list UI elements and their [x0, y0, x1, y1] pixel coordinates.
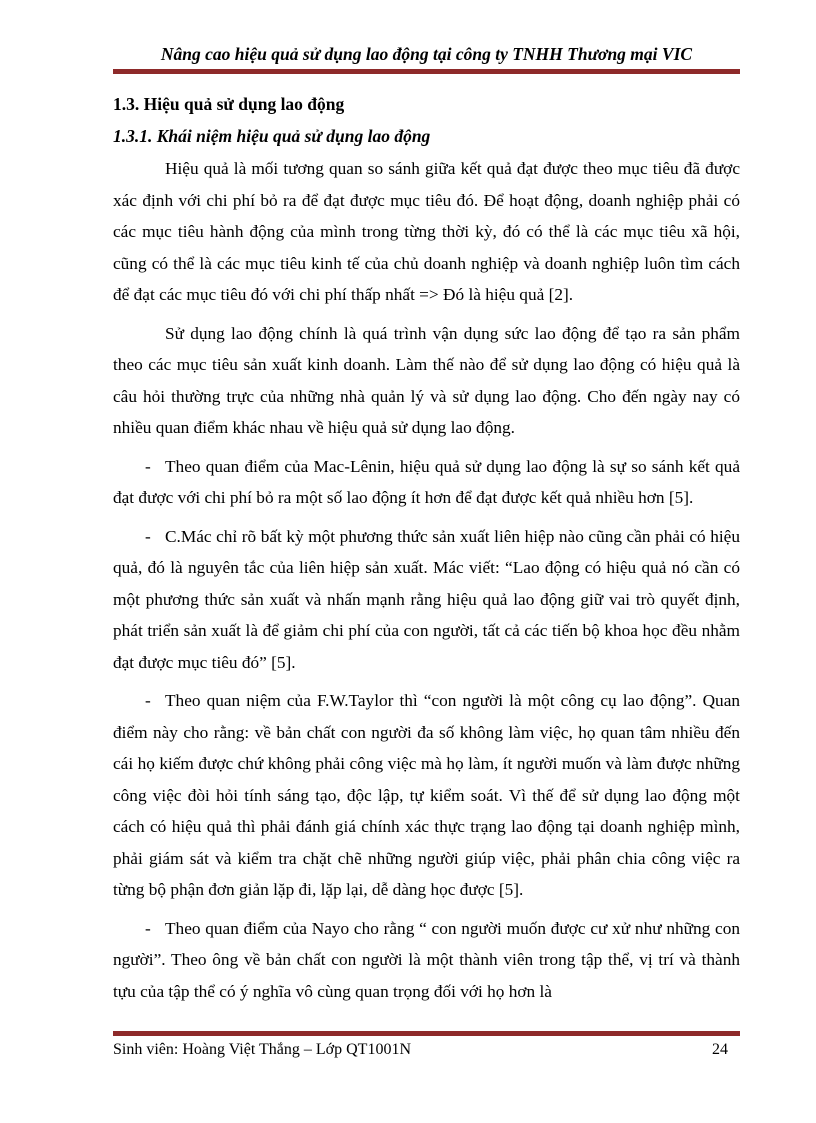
bullet-dash: - [145, 526, 151, 546]
subsection-heading: 1.3.1. Khái niệm hiệu quả sử dụng lao động [113, 126, 431, 146]
bullet-dash: - [145, 691, 151, 710]
bullet-item-4 [113, 913, 740, 1008]
bullet-item-3 [113, 685, 740, 906]
header-divider [113, 69, 740, 74]
footer-divider [113, 1031, 740, 1036]
bullet-text: C.Mác chỉ rõ bất kỳ một phương thức sản xuất liên hiệp nào cũng cần phải có hiệu quả, đó là nguyên tắc của liên hiệp sản xuất. Mác viết: “Lao động có hiệu quả nó cần có một phương thức sản xuất và nhấn mạnh rằng hiệu quả lao động giữ vai trò quyết định, phát triển sản xuất là để giảm chi phí của con người, tất cả các tiến bộ khoa học đều nhằm đạt được mục tiêu đó” [5]. [113, 526, 740, 672]
bullet-text: Theo quan niệm của F.W.Taylor thì “con người là một công cụ lao động”. Quan điểm này cho rằng: về bản chất con người đa số không làm việc, họ quan tâm nhiều đến cái họ kiếm được chứ không phải công việc mà họ làm, ít người muốn và làm được những công việc đòi hỏi tính sáng tạo, độc lập, tự kiểm soát. Vì thế để sử dụng lao động một cách có hiệu quả thì phải đánh giá chính xác thực trạng lao động tại doanh nghiệp mình, phải giám sát và kiểm tra chặt chẽ những người giúp việc, phải phân chia công việc ra từng bộ phận đơn giản lặp đi, lặp lại, dễ dàng học được [5]. [113, 691, 740, 899]
bullet-item-2 [113, 521, 740, 679]
paragraph-2: Sử dụng lao động chính là quá trình vận dụng sức lao động để tạo ra sản phẩm theo các mục tiêu sản xuất kinh doanh. Làm thế nào để sử dụng lao động có hiệu quả là câu hỏi thường trực của những nhà quản lý và sử dụng lao động. Cho đến ngày nay có nhiều quan điểm khác nhau về hiệu quả sử dụng lao động. [113, 323, 740, 437]
bullet-dash: - [145, 456, 151, 476]
page-header-title: Nâng cao hiệu quả sử dụng lao động tại công ty TNHH Thương mại VIC [160, 44, 693, 64]
section-heading: 1.3. Hiệu quả sử dụng lao động [113, 94, 345, 114]
paragraph-1: Hiệu quả là mối tương quan so sánh giữa kết quả đạt được theo mục tiêu đã được xác định với chi phí bỏ ra để đạt được mục tiêu đó. Để hoạt động, doanh nghiệp phải có các mục tiêu hành động của mình trong từng thời kỳ, đó có thể là các mục tiêu xã hội, cũng có thể là các mục tiêu kinh tế của chủ doanh nghiệp và doanh nghiệp luôn tìm cách để đạt các mục tiêu đó với chi phí thấp nhất => Đó là hiệu quả [2]. [113, 159, 740, 304]
bullet-text: Theo quan điểm của Nayo cho rằng “ con người muốn được cư xử như những con người”. Theo ông về bản chất con người là một thành viên trong tập thể, vị trí và thành tựu của tập thể có ý nghĩa vô cùng quan trọng đối với họ hơn là [113, 918, 740, 1001]
bullet-dash: - [145, 918, 151, 938]
bullet-item-1 [113, 451, 740, 514]
page-number: 24 [712, 1041, 728, 1058]
page-content [113, 84, 740, 1007]
bullet-text: Theo quan điểm của Mac-Lênin, hiệu quả sử dụng lao động là sự so sánh kết quả đạt được với chi phí bỏ ra một số lao động ít hơn để đạt được kết quả nhiều hơn [5]. [113, 456, 740, 507]
footer-student: Sinh viên: Hoàng Việt Thắng – Lớp QT1001N [113, 1041, 411, 1058]
